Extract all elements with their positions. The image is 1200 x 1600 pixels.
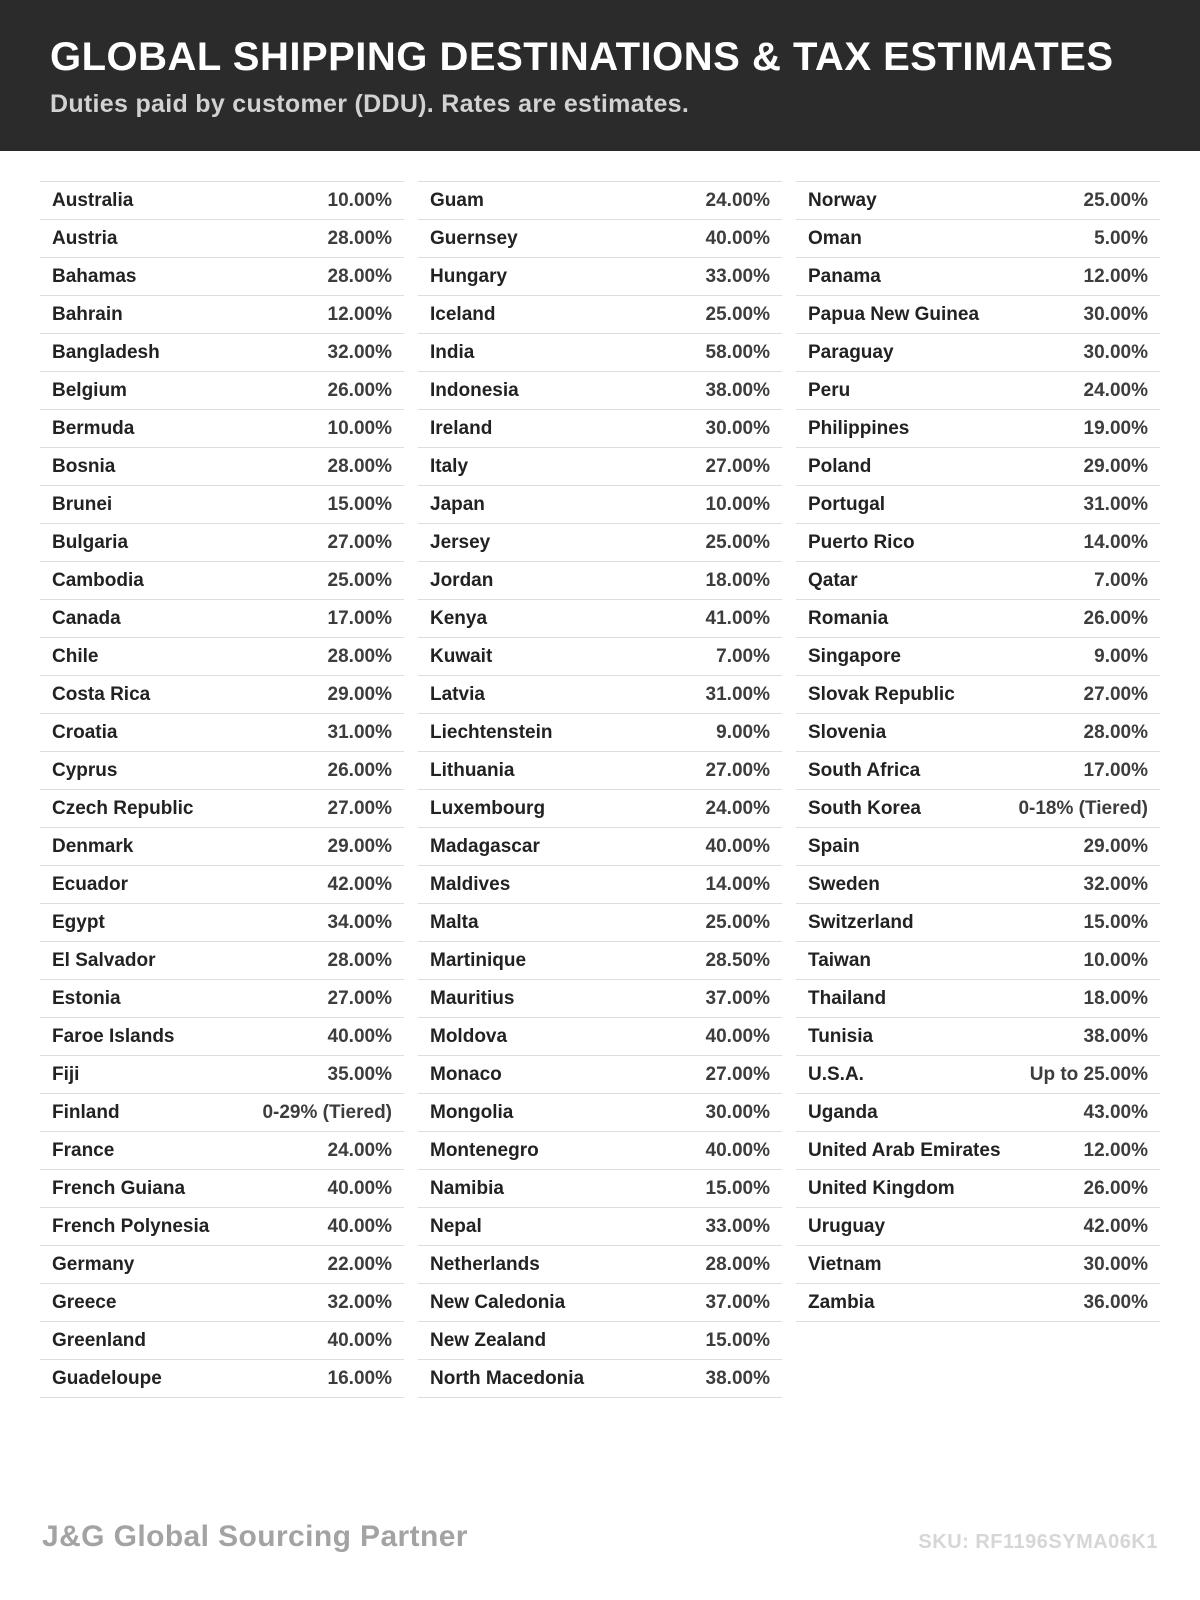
country-name: Jordan: [430, 569, 494, 591]
table-row: [418, 980, 782, 1018]
country-name: Bahrain: [52, 303, 123, 325]
table-row: [40, 638, 404, 676]
tax-rate: 28.00%: [327, 645, 392, 667]
page-title: GLOBAL SHIPPING DESTINATIONS & TAX ESTIMATES: [50, 35, 1114, 79]
country-name: Norway: [808, 189, 877, 211]
table-row: [796, 562, 1160, 600]
table-row: [40, 1018, 404, 1056]
table-row: [796, 1056, 1160, 1094]
tax-rate: 29.00%: [1083, 455, 1148, 477]
tax-rate: 28.00%: [327, 265, 392, 287]
country-name: Luxembourg: [430, 797, 546, 819]
header: [0, 0, 1200, 151]
tax-rate: 10.00%: [327, 417, 392, 439]
country-name: Panama: [808, 265, 881, 287]
table-row: [40, 220, 404, 258]
country-name: Faroe Islands: [52, 1025, 175, 1047]
tax-rate: 43.00%: [1083, 1101, 1148, 1123]
footer: [0, 1520, 1200, 1600]
table-row: [418, 182, 782, 220]
table-row: [418, 638, 782, 676]
country-name: Cambodia: [52, 569, 144, 591]
country-name: Hungary: [430, 265, 508, 287]
tax-rate: 33.00%: [705, 265, 770, 287]
tax-rate: 30.00%: [1083, 341, 1148, 363]
tax-rate: 15.00%: [1083, 911, 1148, 933]
country-name: Lithuania: [430, 759, 515, 781]
tax-rate: 27.00%: [705, 1063, 770, 1085]
table-row: [40, 714, 404, 752]
tax-rate: 30.00%: [1083, 303, 1148, 325]
tax-rate: 18.00%: [705, 569, 770, 591]
table-row: [796, 1170, 1160, 1208]
country-name: South Korea: [808, 797, 921, 819]
table-row: [40, 1208, 404, 1246]
country-name: New Zealand: [430, 1329, 547, 1351]
tax-rate: 17.00%: [327, 607, 392, 629]
country-name: Thailand: [808, 987, 887, 1009]
tax-rate: 27.00%: [705, 759, 770, 781]
tax-rate: 38.00%: [705, 379, 770, 401]
table-row: [40, 980, 404, 1018]
table-row: [40, 942, 404, 980]
tax-rate: 34.00%: [327, 911, 392, 933]
tax-rate: 30.00%: [1083, 1253, 1148, 1275]
tax-rate: 28.00%: [327, 227, 392, 249]
country-name: France: [52, 1139, 115, 1161]
country-name: Peru: [808, 379, 851, 401]
page-subtitle: Duties paid by customer (DDU). Rates are estimates.: [50, 90, 690, 118]
tax-rate: 15.00%: [705, 1329, 770, 1351]
tax-rate: 14.00%: [705, 873, 770, 895]
table-row: [418, 486, 782, 524]
country-name: Jersey: [430, 531, 491, 553]
country-name: India: [430, 341, 475, 363]
table-row: [40, 410, 404, 448]
country-name: Greenland: [52, 1329, 146, 1351]
table-row: [418, 1056, 782, 1094]
table-row: [418, 1018, 782, 1056]
tax-rate: 9.00%: [716, 721, 770, 743]
tax-rate: 10.00%: [1083, 949, 1148, 971]
table-row: [418, 1284, 782, 1322]
table-row: [796, 676, 1160, 714]
country-name: Portugal: [808, 493, 886, 515]
table-row: [418, 410, 782, 448]
country-name: Brunei: [52, 493, 113, 515]
country-name: Montenegro: [430, 1139, 539, 1161]
tax-rate: 37.00%: [705, 987, 770, 1009]
tax-rate: 40.00%: [327, 1215, 392, 1237]
table-row: [418, 790, 782, 828]
tax-rate: 19.00%: [1083, 417, 1148, 439]
tax-rate: 25.00%: [1083, 189, 1148, 211]
table-row: [418, 1246, 782, 1284]
table-row: [418, 1094, 782, 1132]
country-name: Moldova: [430, 1025, 508, 1047]
tax-rate: 24.00%: [1083, 379, 1148, 401]
tax-rate: 40.00%: [705, 1139, 770, 1161]
tax-rate: 42.00%: [1083, 1215, 1148, 1237]
table-row: [40, 524, 404, 562]
table-row: [418, 258, 782, 296]
table-row: [40, 790, 404, 828]
tax-rate: 0-29% (Tiered): [262, 1101, 392, 1123]
tax-rate: 35.00%: [327, 1063, 392, 1085]
tax-rate: 27.00%: [327, 531, 392, 553]
table-row: [796, 942, 1160, 980]
table-row: [40, 676, 404, 714]
table-row: [418, 1132, 782, 1170]
tax-rate: 14.00%: [1083, 531, 1148, 553]
table-row: [418, 904, 782, 942]
table-row: [40, 828, 404, 866]
table-row: [796, 258, 1160, 296]
table-row: [796, 638, 1160, 676]
sku-label: SKU: RF1196SYMA06K1: [918, 1531, 1158, 1553]
country-name: Kenya: [430, 607, 488, 629]
rate-column-2: [418, 181, 782, 1398]
tax-rate: 0-18% (Tiered): [1018, 797, 1148, 819]
country-name: Uruguay: [808, 1215, 886, 1237]
country-name: Philippines: [808, 417, 910, 439]
table-row: [418, 752, 782, 790]
country-name: Sweden: [808, 873, 880, 895]
country-name: Guadeloupe: [52, 1367, 162, 1389]
table-row: [418, 220, 782, 258]
table-row: [40, 296, 404, 334]
tax-rate: 27.00%: [1083, 683, 1148, 705]
country-name: Netherlands: [430, 1253, 540, 1275]
table-row: [418, 1322, 782, 1360]
table-row: [796, 1284, 1160, 1322]
table-row: [796, 410, 1160, 448]
country-name: El Salvador: [52, 949, 156, 971]
tax-rate: 10.00%: [705, 493, 770, 515]
country-name: Iceland: [430, 303, 496, 325]
country-name: Qatar: [808, 569, 858, 591]
country-name: Canada: [52, 607, 121, 629]
table-row: [40, 904, 404, 942]
country-name: Estonia: [52, 987, 121, 1009]
table-row: [796, 334, 1160, 372]
country-name: North Macedonia: [430, 1367, 585, 1389]
table-row: [40, 1132, 404, 1170]
country-name: Bulgaria: [52, 531, 129, 553]
rate-column-1: [40, 181, 404, 1398]
tax-rate: 27.00%: [327, 797, 392, 819]
table-row: [418, 942, 782, 980]
country-name: Romania: [808, 607, 889, 629]
tax-rate: 7.00%: [716, 645, 770, 667]
tax-rate: 33.00%: [705, 1215, 770, 1237]
country-name: Mongolia: [430, 1101, 514, 1123]
country-name: Madagascar: [430, 835, 540, 857]
tax-rate: 32.00%: [1083, 873, 1148, 895]
country-name: Guernsey: [430, 227, 518, 249]
table-row: [40, 486, 404, 524]
country-name: Ireland: [430, 417, 493, 439]
country-name: Australia: [52, 189, 134, 211]
table-row: [796, 600, 1160, 638]
table-row: [418, 714, 782, 752]
tax-rate: 28.00%: [327, 455, 392, 477]
tax-rate: 10.00%: [327, 189, 392, 211]
table-row: [40, 1284, 404, 1322]
table-row: [796, 828, 1160, 866]
table-row: [418, 866, 782, 904]
tax-rate: 58.00%: [705, 341, 770, 363]
tax-rate: 5.00%: [1094, 227, 1148, 249]
table-row: [796, 296, 1160, 334]
country-name: Taiwan: [808, 949, 871, 971]
tax-rate: 38.00%: [705, 1367, 770, 1389]
country-name: Nepal: [430, 1215, 482, 1237]
tax-rate: 32.00%: [327, 1291, 392, 1313]
table-row: [40, 182, 404, 220]
table-row: [40, 752, 404, 790]
tax-rate: 25.00%: [705, 911, 770, 933]
country-name: Belgium: [52, 379, 127, 401]
table-row: [418, 296, 782, 334]
country-name: United Kingdom: [808, 1177, 955, 1199]
tax-rate: 31.00%: [1083, 493, 1148, 515]
country-name: Singapore: [808, 645, 901, 667]
tax-rate: 25.00%: [327, 569, 392, 591]
country-name: Switzerland: [808, 911, 914, 933]
tax-rate: 27.00%: [327, 987, 392, 1009]
table-row: [418, 562, 782, 600]
tax-rate: Up to 25.00%: [1029, 1063, 1148, 1085]
country-name: Zambia: [808, 1291, 875, 1313]
tax-rate: 28.50%: [705, 949, 770, 971]
country-name: Chile: [52, 645, 99, 667]
tax-rate: 17.00%: [1083, 759, 1148, 781]
table-row: [40, 1094, 404, 1132]
rates-table: [0, 151, 1200, 1398]
country-name: Oman: [808, 227, 862, 249]
table-row: [40, 1246, 404, 1284]
country-name: Poland: [808, 455, 872, 477]
table-row: [40, 866, 404, 904]
country-name: Finland: [52, 1101, 120, 1123]
brand-name: J&G Global Sourcing Partner: [42, 1520, 468, 1553]
table-row: [796, 486, 1160, 524]
country-name: Slovenia: [808, 721, 887, 743]
table-row: [418, 600, 782, 638]
table-row: [40, 562, 404, 600]
country-name: Latvia: [430, 683, 485, 705]
tax-rate: 12.00%: [1083, 265, 1148, 287]
country-name: Germany: [52, 1253, 135, 1275]
country-name: South Africa: [808, 759, 921, 781]
tax-rate: 28.00%: [327, 949, 392, 971]
table-row: [40, 334, 404, 372]
tax-rate: 40.00%: [705, 835, 770, 857]
country-name: Papua New Guinea: [808, 303, 980, 325]
tax-rate: 26.00%: [327, 379, 392, 401]
country-name: Fiji: [52, 1063, 80, 1085]
country-name: Japan: [430, 493, 485, 515]
tax-rate: 38.00%: [1083, 1025, 1148, 1047]
table-row: [418, 1360, 782, 1398]
tax-rate: 29.00%: [1083, 835, 1148, 857]
country-name: Guam: [430, 189, 484, 211]
table-row: [418, 676, 782, 714]
tax-rate: 16.00%: [327, 1367, 392, 1389]
tax-rate: 29.00%: [327, 683, 392, 705]
table-row: [40, 1360, 404, 1398]
country-name: Namibia: [430, 1177, 504, 1199]
table-row: [418, 334, 782, 372]
tax-rate: 40.00%: [705, 1025, 770, 1047]
tax-rate: 29.00%: [327, 835, 392, 857]
rate-column-3: [796, 181, 1160, 1322]
tax-rate: 40.00%: [327, 1329, 392, 1351]
tax-rate: 27.00%: [705, 455, 770, 477]
tax-rate: 25.00%: [705, 531, 770, 553]
country-name: Paraguay: [808, 341, 894, 363]
tax-rate: 40.00%: [705, 227, 770, 249]
table-row: [796, 1018, 1160, 1056]
tax-rate: 24.00%: [327, 1139, 392, 1161]
country-name: Indonesia: [430, 379, 519, 401]
tax-rate: 37.00%: [705, 1291, 770, 1313]
country-name: Bangladesh: [52, 341, 160, 363]
country-name: Uganda: [808, 1101, 878, 1123]
table-row: [418, 1208, 782, 1246]
country-name: Kuwait: [430, 645, 493, 667]
table-row: [796, 714, 1160, 752]
country-name: Martinique: [430, 949, 527, 971]
country-name: Croatia: [52, 721, 118, 743]
table-row: [418, 448, 782, 486]
tax-rate: 36.00%: [1083, 1291, 1148, 1313]
country-name: Bahamas: [52, 265, 137, 287]
country-name: Czech Republic: [52, 797, 194, 819]
country-name: Vietnam: [808, 1253, 882, 1275]
tax-rate: 26.00%: [1083, 1177, 1148, 1199]
country-name: United Arab Emirates: [808, 1139, 1001, 1161]
country-name: Greece: [52, 1291, 117, 1313]
country-name: Mauritius: [430, 987, 515, 1009]
table-row: [796, 866, 1160, 904]
tax-rate: 12.00%: [1083, 1139, 1148, 1161]
tax-rate: 40.00%: [327, 1025, 392, 1047]
country-name: Denmark: [52, 835, 134, 857]
table-row: [796, 1094, 1160, 1132]
table-row: [40, 372, 404, 410]
tax-rate: 9.00%: [1094, 645, 1148, 667]
table-row: [40, 1056, 404, 1094]
tax-rate: 41.00%: [705, 607, 770, 629]
tax-rate: 42.00%: [327, 873, 392, 895]
country-name: Bermuda: [52, 417, 135, 439]
tax-rate: 7.00%: [1094, 569, 1148, 591]
tax-rate: 28.00%: [705, 1253, 770, 1275]
country-name: U.S.A.: [808, 1063, 864, 1085]
tax-rate: 32.00%: [327, 341, 392, 363]
country-name: Maldives: [430, 873, 511, 895]
tax-rate: 22.00%: [327, 1253, 392, 1275]
table-row: [796, 980, 1160, 1018]
tax-rate: 31.00%: [705, 683, 770, 705]
country-name: French Polynesia: [52, 1215, 210, 1237]
country-name: Spain: [808, 835, 860, 857]
table-row: [40, 258, 404, 296]
country-name: Liechtenstein: [430, 721, 553, 743]
table-row: [796, 1132, 1160, 1170]
table-row: [796, 790, 1160, 828]
country-name: Puerto Rico: [808, 531, 915, 553]
tax-rate: 25.00%: [705, 303, 770, 325]
tax-rate: 40.00%: [327, 1177, 392, 1199]
table-row: [418, 524, 782, 562]
tax-rate: 26.00%: [327, 759, 392, 781]
table-row: [418, 828, 782, 866]
table-row: [796, 904, 1160, 942]
tax-rate: 12.00%: [327, 303, 392, 325]
table-row: [796, 448, 1160, 486]
country-name: French Guiana: [52, 1177, 186, 1199]
country-name: Italy: [430, 455, 469, 477]
table-row: [40, 1170, 404, 1208]
tax-rate: 24.00%: [705, 189, 770, 211]
tax-rate: 15.00%: [327, 493, 392, 515]
tax-rate: 18.00%: [1083, 987, 1148, 1009]
table-row: [40, 1322, 404, 1360]
tax-rate: 15.00%: [705, 1177, 770, 1199]
country-name: Austria: [52, 227, 118, 249]
table-row: [40, 448, 404, 486]
table-row: [796, 220, 1160, 258]
table-row: [796, 524, 1160, 562]
country-name: Bosnia: [52, 455, 116, 477]
country-name: Tunisia: [808, 1025, 874, 1047]
table-row: [796, 1208, 1160, 1246]
tax-rate: 30.00%: [705, 1101, 770, 1123]
tax-rate: 30.00%: [705, 417, 770, 439]
table-row: [796, 372, 1160, 410]
country-name: Egypt: [52, 911, 105, 933]
table-row: [418, 1170, 782, 1208]
country-name: Cyprus: [52, 759, 118, 781]
country-name: Malta: [430, 911, 479, 933]
country-name: Slovak Republic: [808, 683, 955, 705]
tax-rate: 31.00%: [327, 721, 392, 743]
country-name: Costa Rica: [52, 683, 151, 705]
country-name: Monaco: [430, 1063, 502, 1085]
tax-rate: 26.00%: [1083, 607, 1148, 629]
tax-rate: 24.00%: [705, 797, 770, 819]
tax-rate: 28.00%: [1083, 721, 1148, 743]
country-name: Ecuador: [52, 873, 129, 895]
table-row: [796, 182, 1160, 220]
table-row: [796, 1246, 1160, 1284]
table-row: [40, 600, 404, 638]
table-row: [418, 372, 782, 410]
table-row: [796, 752, 1160, 790]
country-name: New Caledonia: [430, 1291, 566, 1313]
